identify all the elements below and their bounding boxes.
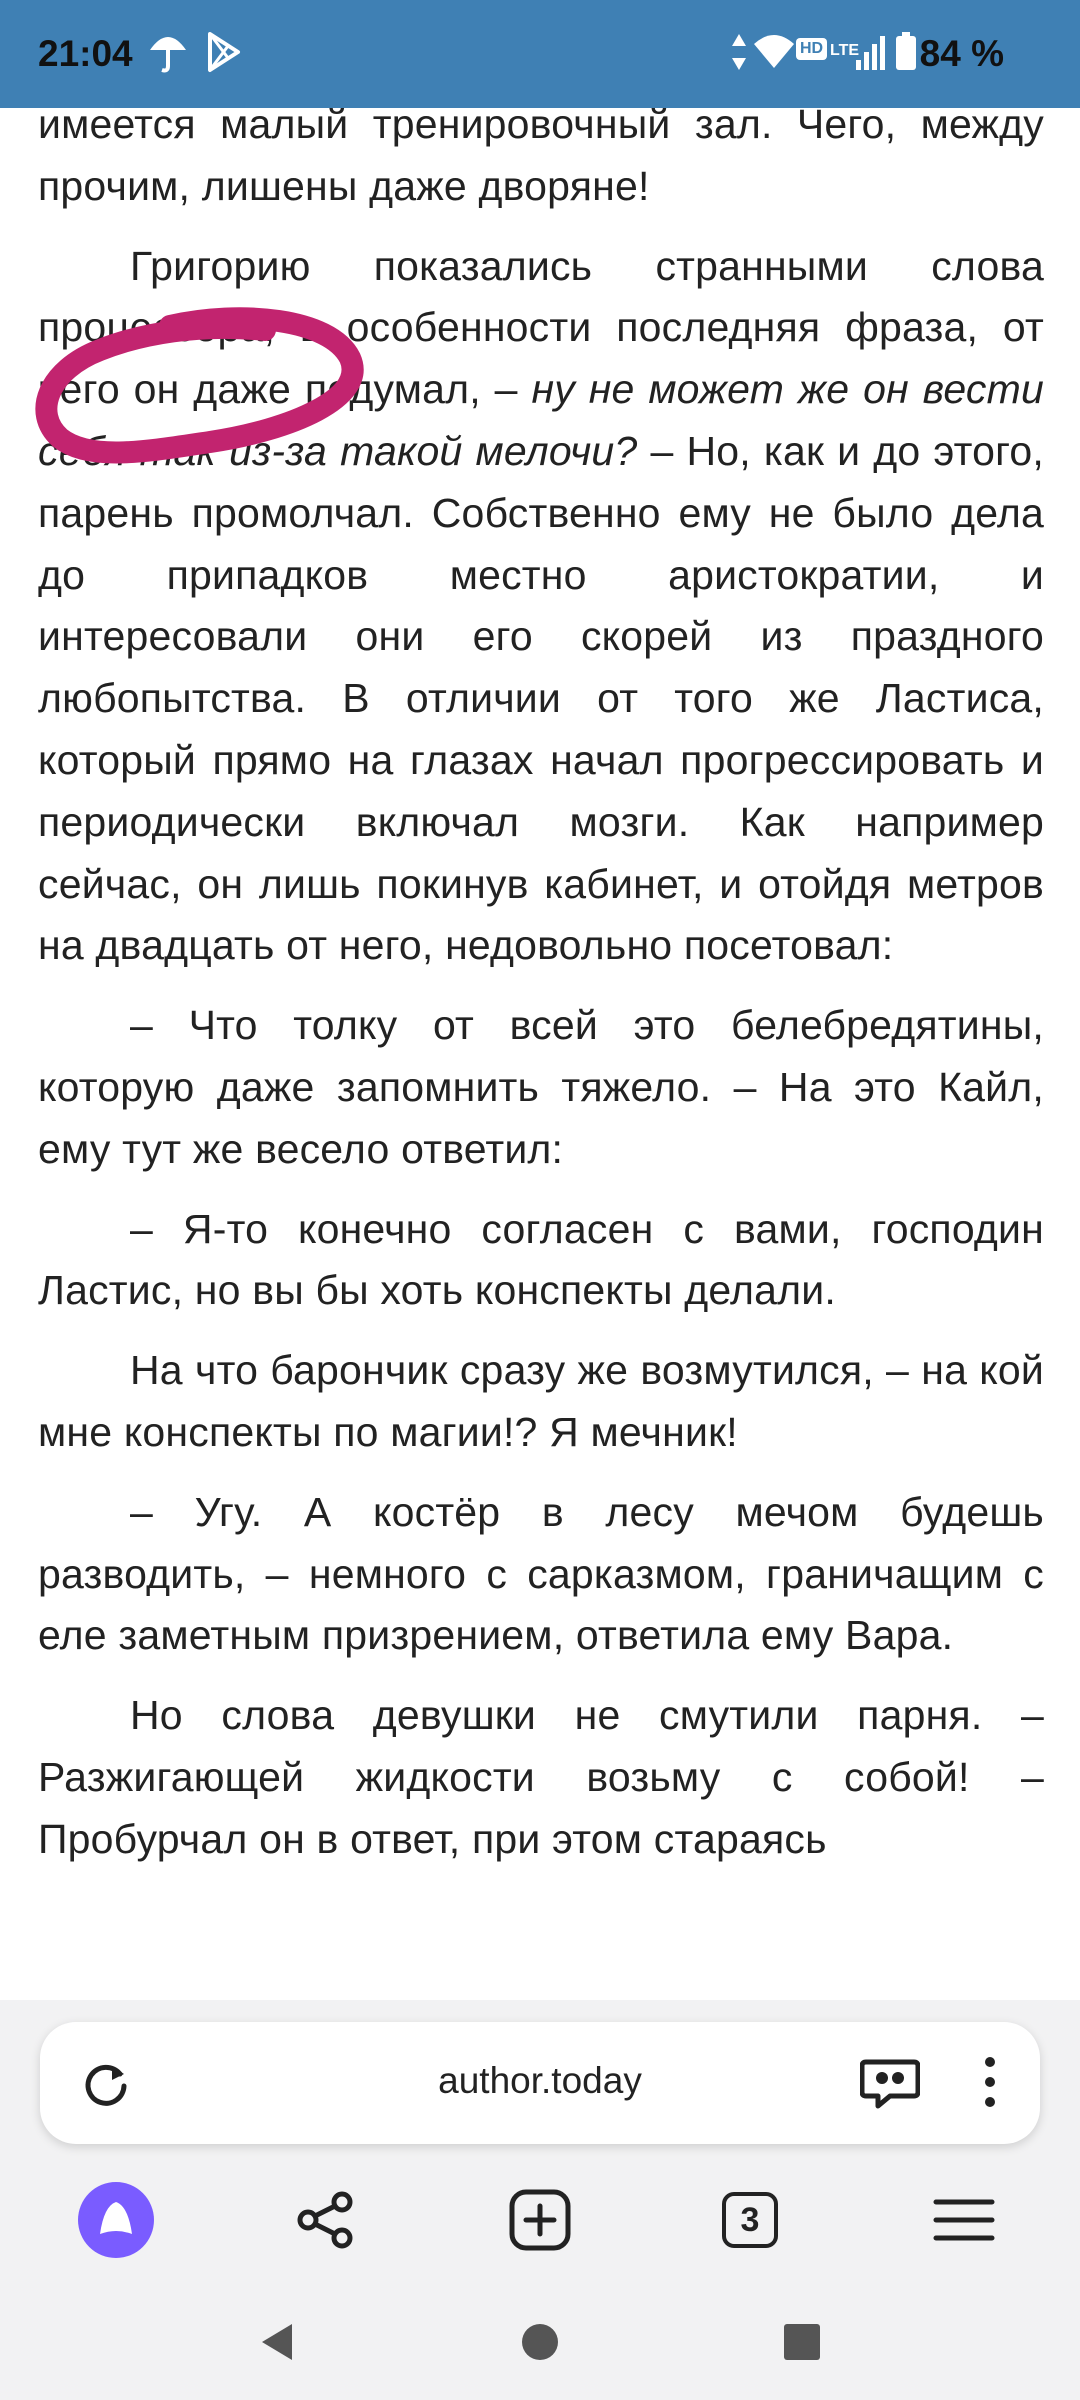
italic-thought: ну не может же он вести себя так из-за такой мелочи?: [38, 366, 1044, 474]
new-tab-button[interactable]: [490, 2170, 590, 2270]
article-text: [38, 108, 1044, 1889]
hamburger-icon: [932, 2188, 996, 2252]
share-button[interactable]: [276, 2170, 376, 2270]
plus-square-icon: [508, 2188, 572, 2252]
hd-badge: HD: [796, 38, 827, 60]
bottom-navigation: [0, 2170, 1080, 2270]
back-button[interactable]: [248, 2312, 308, 2372]
status-bar: [0, 0, 1080, 108]
umbrella-icon: [148, 30, 188, 83]
browser-toolbar: [0, 2000, 1080, 2400]
alice-assistant-button[interactable]: [66, 2170, 166, 2270]
tabs-button[interactable]: [700, 2170, 800, 2270]
signal-icon: [854, 30, 886, 83]
paragraph: Но слова девушки не смутили парня. – Разжигающей жидкости возьму с собой! – Пробурчал он в ответ, при этом стараясь: [38, 1692, 1044, 1862]
paragraph: – Угу. А костёр в лесу мечом будешь разводить, – немного с сарказмом, граничащим с еле заметным призрением, ответила ему Вара.: [38, 1488, 1044, 1659]
alice-icon: [76, 2180, 156, 2260]
paragraph: – Я-то конечно согласен с вами, господин Ластис, но вы бы хоть конспекты делали.: [38, 1205, 1044, 1314]
paragraph: Григорию показались странными слова процессора, в особенности последняя фраза, от чего он даже подумал, – ну не может же он вести себя так из-за такой мелочи? – Но, как и до этого, парень промолчал. Собственно ему не было дела до припадков местно аристократии, и интересовали они его скорей из праздного любопытства. В отличии от того же Ластиса, который прямо на глазах начал прогрессировать и периодически включал мозги. Как например сейчас, он лишь покинув кабинет, и отойдя метров на двадцать от него, недовольно посетовал:: [38, 242, 1045, 969]
paragraph: На что барончик сразу же возмутился, – на кой мне конспекты по магии!? Я мечник!: [38, 1347, 1044, 1455]
quote-reader-icon[interactable]: [860, 2052, 920, 2112]
address-bar[interactable]: [40, 2022, 1040, 2144]
battery-icon: [894, 30, 918, 83]
play-store-icon: [204, 30, 244, 83]
recents-square-icon: [780, 2320, 824, 2364]
recents-button[interactable]: [772, 2312, 832, 2372]
home-circle-icon: [518, 2320, 562, 2364]
url-text[interactable]: author.today: [438, 2060, 642, 2101]
article-view[interactable]: [0, 108, 1080, 2000]
menu-button[interactable]: [914, 2170, 1014, 2270]
share-icon: [294, 2188, 358, 2252]
more-menu-icon[interactable]: [960, 2052, 1020, 2112]
data-arrows-icon: [730, 30, 748, 83]
system-navigation: [0, 2290, 1080, 2400]
battery-percent: 84 %: [919, 33, 1004, 74]
wifi-icon: [752, 30, 796, 83]
lte-label: LTE: [830, 42, 860, 59]
paragraph: – Что толку от всей это белебредятины, которую даже запомнить тяжело. – На это Кайл, ему тут же весело ответил:: [38, 1002, 1044, 1172]
back-triangle-icon: [256, 2320, 300, 2364]
status-time: 21:04: [38, 33, 133, 74]
tab-count: 3: [722, 2192, 778, 2248]
home-button[interactable]: [510, 2312, 570, 2372]
paragraph: имеется малый тренировочный зал. Чего, между прочим, лишены даже дворяне!: [38, 108, 1044, 209]
